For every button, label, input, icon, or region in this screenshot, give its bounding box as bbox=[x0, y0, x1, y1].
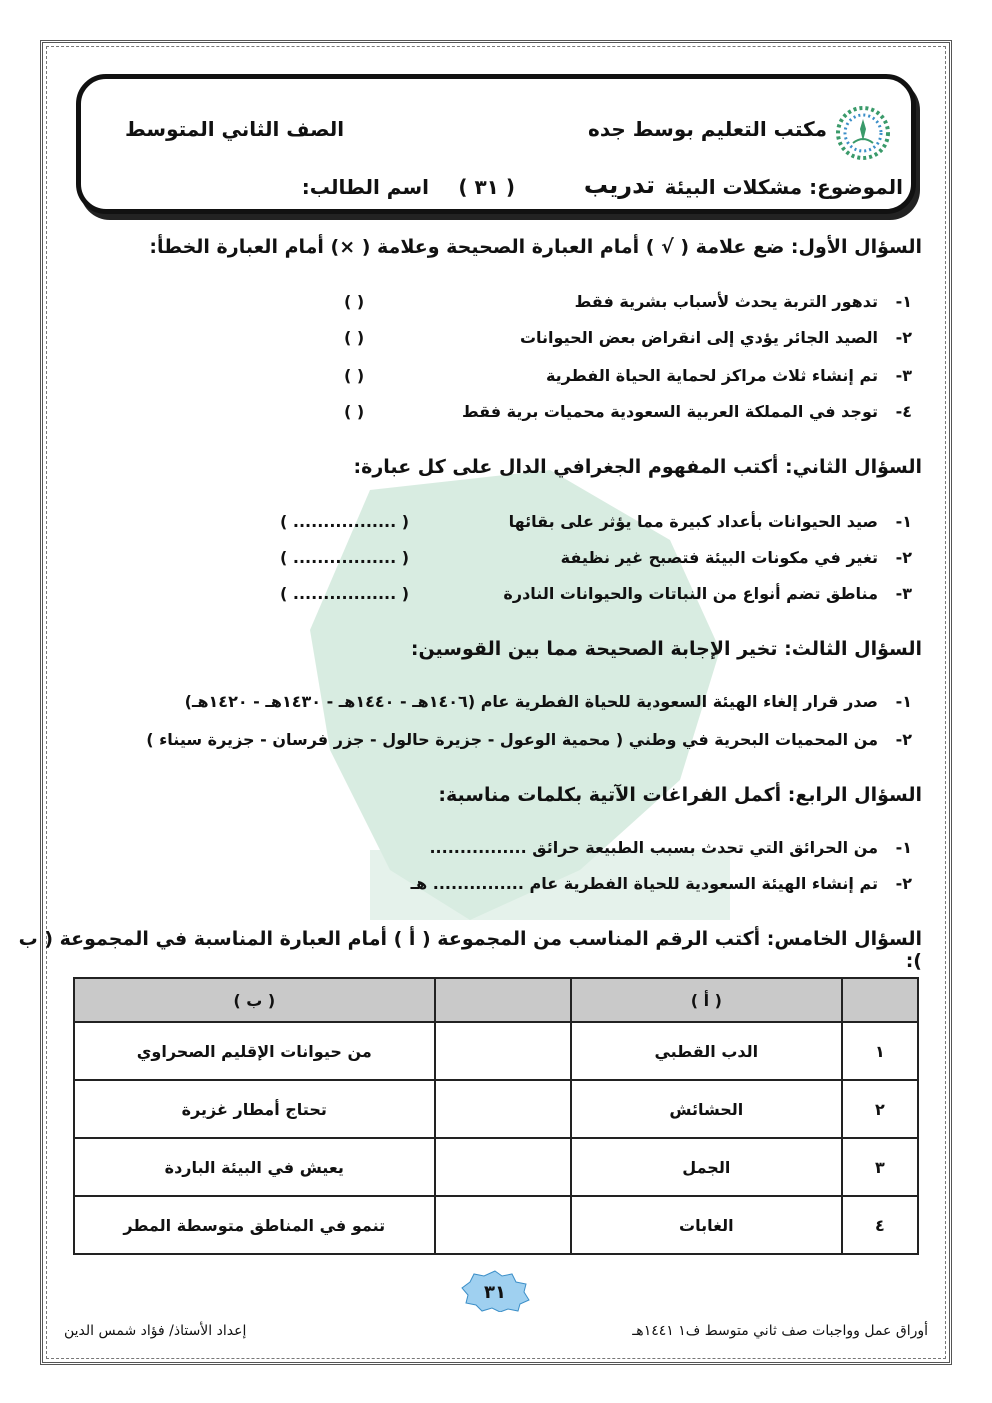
q4-item-1: ١-من الحرائق التي تحدث بسبب الطبيعة حرائق ................ bbox=[429, 838, 912, 857]
office-name: مكتب التعليم بوسط جده bbox=[588, 117, 827, 141]
q1-item-3: ٣-تم إنشاء ثلاث مراكز لحماية الحياة الفطرية bbox=[545, 366, 912, 385]
q3-item-1: ١-صدر قرار إلغاء الهيئة السعودية للحياة الفطرية عام (١٤٠٦هـ - ١٤٤٠هـ - ١٤٣٠هـ - ١٤٢٠هـ) bbox=[184, 692, 912, 711]
q2-answer-3[interactable]: ( ................. ) bbox=[280, 584, 410, 603]
table-header-row bbox=[74, 978, 918, 1022]
group-b-cell: تنمو في المناطق متوسطة المطر bbox=[74, 1196, 435, 1254]
page-number-badge bbox=[460, 1270, 530, 1312]
group-b-cell: تحتاج أمطار غزيرة bbox=[74, 1080, 435, 1138]
q2-item-1: ١-صيد الحيوانات بأعداد كبيرة مما يؤثر على بقائها bbox=[508, 512, 912, 531]
q1-answer-3[interactable]: ( ) bbox=[344, 366, 365, 385]
q4-item-2: ٢-تم إنشاء الهيئة السعودية للحياة الفطرية عام ............... هـ bbox=[410, 874, 912, 893]
q1-answer-4[interactable]: ( ) bbox=[344, 402, 365, 421]
answer-cell[interactable] bbox=[435, 1080, 571, 1138]
header-col-b: ( ب ) bbox=[74, 978, 435, 1022]
q2-answer-1[interactable]: ( ................. ) bbox=[280, 512, 410, 531]
group-b-cell: من حيوانات الإقليم الصحراوي bbox=[74, 1022, 435, 1080]
topic-label: الموضوع: مشكلات البيئة bbox=[664, 175, 903, 199]
q1-heading: السؤال الأول: ضع علامة ( √ ) أمام العبارة الصحيحة وعلامة ( ×) أمام العبارة الخطأ: bbox=[149, 236, 922, 258]
row-number: ٢ bbox=[842, 1080, 918, 1138]
answer-cell[interactable] bbox=[435, 1138, 571, 1196]
row-number: ١ bbox=[842, 1022, 918, 1080]
group-a-cell: الغابات bbox=[571, 1196, 842, 1254]
q3-heading: السؤال الثالث: تخير الإجابة الصحيحة مما بين القوسين: bbox=[410, 638, 922, 660]
q1-item-2: ٢-الصيد الجائر يؤدي إلى انقراض بعض الحيوانات bbox=[519, 328, 912, 347]
table-row bbox=[74, 1138, 918, 1196]
q5-heading: السؤال الخامس: أكتب الرقم المناسب من المجموعة ( أ ) أمام العبارة المناسبة في المجموعة ( ب ): bbox=[18, 928, 922, 972]
table-row bbox=[74, 1080, 918, 1138]
q2-item-3: ٣-مناطق تضم أنواع من النباتات والحيوانات النادرة bbox=[503, 584, 912, 603]
q1-answer-2[interactable]: ( ) bbox=[344, 328, 365, 347]
header-box bbox=[76, 74, 916, 214]
header-col-a: ( أ ) bbox=[571, 978, 842, 1022]
matching-table bbox=[73, 977, 919, 1255]
q2-answer-2[interactable]: ( ................. ) bbox=[280, 548, 410, 567]
ministry-logo-icon bbox=[835, 105, 891, 161]
page-number: ٣١ bbox=[484, 1282, 506, 1303]
q1-answer-1[interactable]: ( ) bbox=[344, 292, 365, 311]
q3-item-2: ٢-من المحميات البحرية في وطني ( محمية الوعول - جزيرة حالول - جزر فرسان - جزيرة سيناء ) bbox=[146, 730, 912, 749]
footer-author: إعداد الأستاذ/ فؤاد شمس الدين bbox=[64, 1323, 247, 1339]
table-row bbox=[74, 1022, 918, 1080]
q1-item-4: ٤-توجد في المملكة العربية السعودية محميات برية فقط bbox=[461, 402, 912, 421]
header-answer-cell bbox=[435, 978, 571, 1022]
q4-heading: السؤال الرابع: أكمل الفراغات الآتية بكلمات مناسبة: bbox=[438, 784, 922, 806]
student-name-label: اسم الطالب: bbox=[301, 175, 429, 199]
group-a-cell: الدب القطبي bbox=[571, 1022, 842, 1080]
training-label: تدريب bbox=[583, 171, 655, 199]
table-row bbox=[74, 1196, 918, 1254]
answer-cell[interactable] bbox=[435, 1196, 571, 1254]
q1-item-1: ١-تدهور التربة يحدث لأسباب بشرية فقط bbox=[574, 292, 912, 311]
q2-item-2: ٢-تغير في مكونات البيئة فتصبح غير نظيفة bbox=[560, 548, 912, 567]
q2-heading: السؤال الثاني: أكتب المفهوم الجغرافي الدال على كل عبارة: bbox=[353, 456, 922, 478]
group-a-cell: الحشائش bbox=[571, 1080, 842, 1138]
training-number: ( ٣١ ) bbox=[458, 175, 515, 199]
group-b-cell: يعيش في البيئة الباردة bbox=[74, 1138, 435, 1196]
footer-title: أوراق عمل وواجبات صف ثاني متوسط ف١ ١٤٤١هـ bbox=[632, 1323, 928, 1339]
row-number: ٤ bbox=[842, 1196, 918, 1254]
group-a-cell: الجمل bbox=[571, 1138, 842, 1196]
grade-label: الصف الثاني المتوسط bbox=[125, 117, 345, 141]
header-num-cell bbox=[842, 978, 918, 1022]
row-number: ٣ bbox=[842, 1138, 918, 1196]
answer-cell[interactable] bbox=[435, 1022, 571, 1080]
